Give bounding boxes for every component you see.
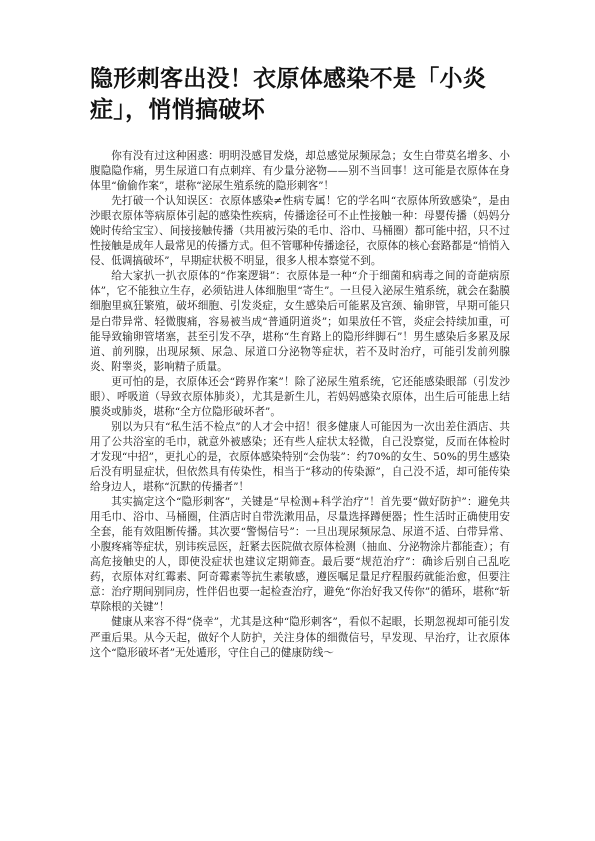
paragraph-misconception: 先打破一个认知误区：衣原体感染≠性病专属！它的学名叫“衣原体所致感染”，是由沙眼衣原体等病原体引起的感染性疾病，传播途径可不止性接触一种：母婴传播（妈妈分娩时传给宝宝）、间接接触传播（共用被污染的毛巾、浴巾、马桶圈）都可能中招，只不过性接触是成年人最常见的传播方式。但不管哪种传播途径，衣原体的核心套路都是“悄悄入侵、低调搞破坏”，早期症状极不明显，很多人根本察觉不到。 [90,195,510,268]
article-title: 隐形刺客出没！衣原体感染不是「小炎症」，悄悄搞破坏 [90,66,487,123]
paragraph-prevention-treatment: 其实搞定这个“隐形刺客”，关键是“早检测+科学治疗”！首先要“做好防护”：避免共用毛巾、浴巾、马桶圈，住酒店时自带洗漱用品，尽量选择蹲便器；性生活时正确使用安全套，能有效阻断传播。其次要“警惕信号”：一旦出现尿频尿急、尿道不适、白带异常、小腹疼痛等症状，别讳疾忌医，赶紧去医院做衣原体检测（抽血、分泌物涂片都能查）；有高危接触史的人，即使没症状也建议定期筛查。最后要“规范治疗”：确诊后别自己乱吃药，衣原体对红霉素、阿奇霉素等抗生素敏感，遵医嘱足量足疗程服药就能治愈，但要注意：治疗期间别同房，性伴侣也要一起检查治疗，避免“你治好我又传你”的循环，堪称“斩草除根的关键”！ [90,496,510,614]
paragraph-intro: 你有没有过这种困惑：明明没感冒发烧，却总感觉尿频尿急；女生白带莫名增多、小腹隐隐作痛，男生尿道口有点刺痒、有少量分泌物——别不当回事！这可能是衣原体在身体里“偷偷作案”，堪称“泌尿生殖系统的隐形刺客”！ [90,150,510,193]
paragraph-silent-carrier: 别以为只有“私生活不检点”的人才会中招！很多健康人可能因为一次出差住酒店、共用了公共浴室的毛巾，就意外被感染；还有些人症状太轻微，自己没察觉，反而在体检时才发现“中招”，更扎心的是，衣原体感染特别“会伪装”：约70%的女生、50%的男生感染后没有明显症状，但依然具有传染性，相当于“移动的传染源”，自己没不适，却可能传染给身边人，堪称“沉默的传播者”！ [90,420,510,494]
paragraph-mechanism: 给大家扒一扒衣原体的“作案逻辑”：衣原体是一种“介于细菌和病毒之间的奇葩病原体”，它不能独立生存，必须钻进人体细胞里“寄生”。一旦侵入泌尿生殖系统，就会在黏膜细胞里疯狂繁殖，破坏细胞、引发炎症，女生感染后可能累及宫颈、输卵管，早期可能只是白带异常、轻微腹痛，容易被当成“普通阴道炎”；如果放任不管，炎症会持续加重，可能导致输卵管堵塞，甚至引发不孕，堪称“生育路上的隐形绊脚石”！男生感染后多累及尿道、前列腺，出现尿频、尿急、尿道口分泌物等症状，若不及时治疗，可能引发前列腺炎、附睾炎，影响精子质量。 [90,270,510,373]
article-body [90,149,510,661]
paragraph-cross-infection: 更可怕的是，衣原体还会“跨界作案”！除了泌尿生殖系统，它还能感染眼部（引发沙眼）、呼吸道（导致衣原体肺炎），尤其是新生儿，若妈妈感染衣原体，出生后可能患上结膜炎或肺炎，堪称“全方位隐形破坏者”。 [90,375,510,418]
paragraph-conclusion: 健康从来容不得“侥幸”，尤其是这种“隐形刺客”，看似不起眼，长期忽视却可能引发严重后果。从今天起，做好个人防护，关注身体的细微信号，早发现、早治疗，让衣原体这个“隐形破坏者”无处遁形，守住自己的健康防线～ [90,616,510,659]
